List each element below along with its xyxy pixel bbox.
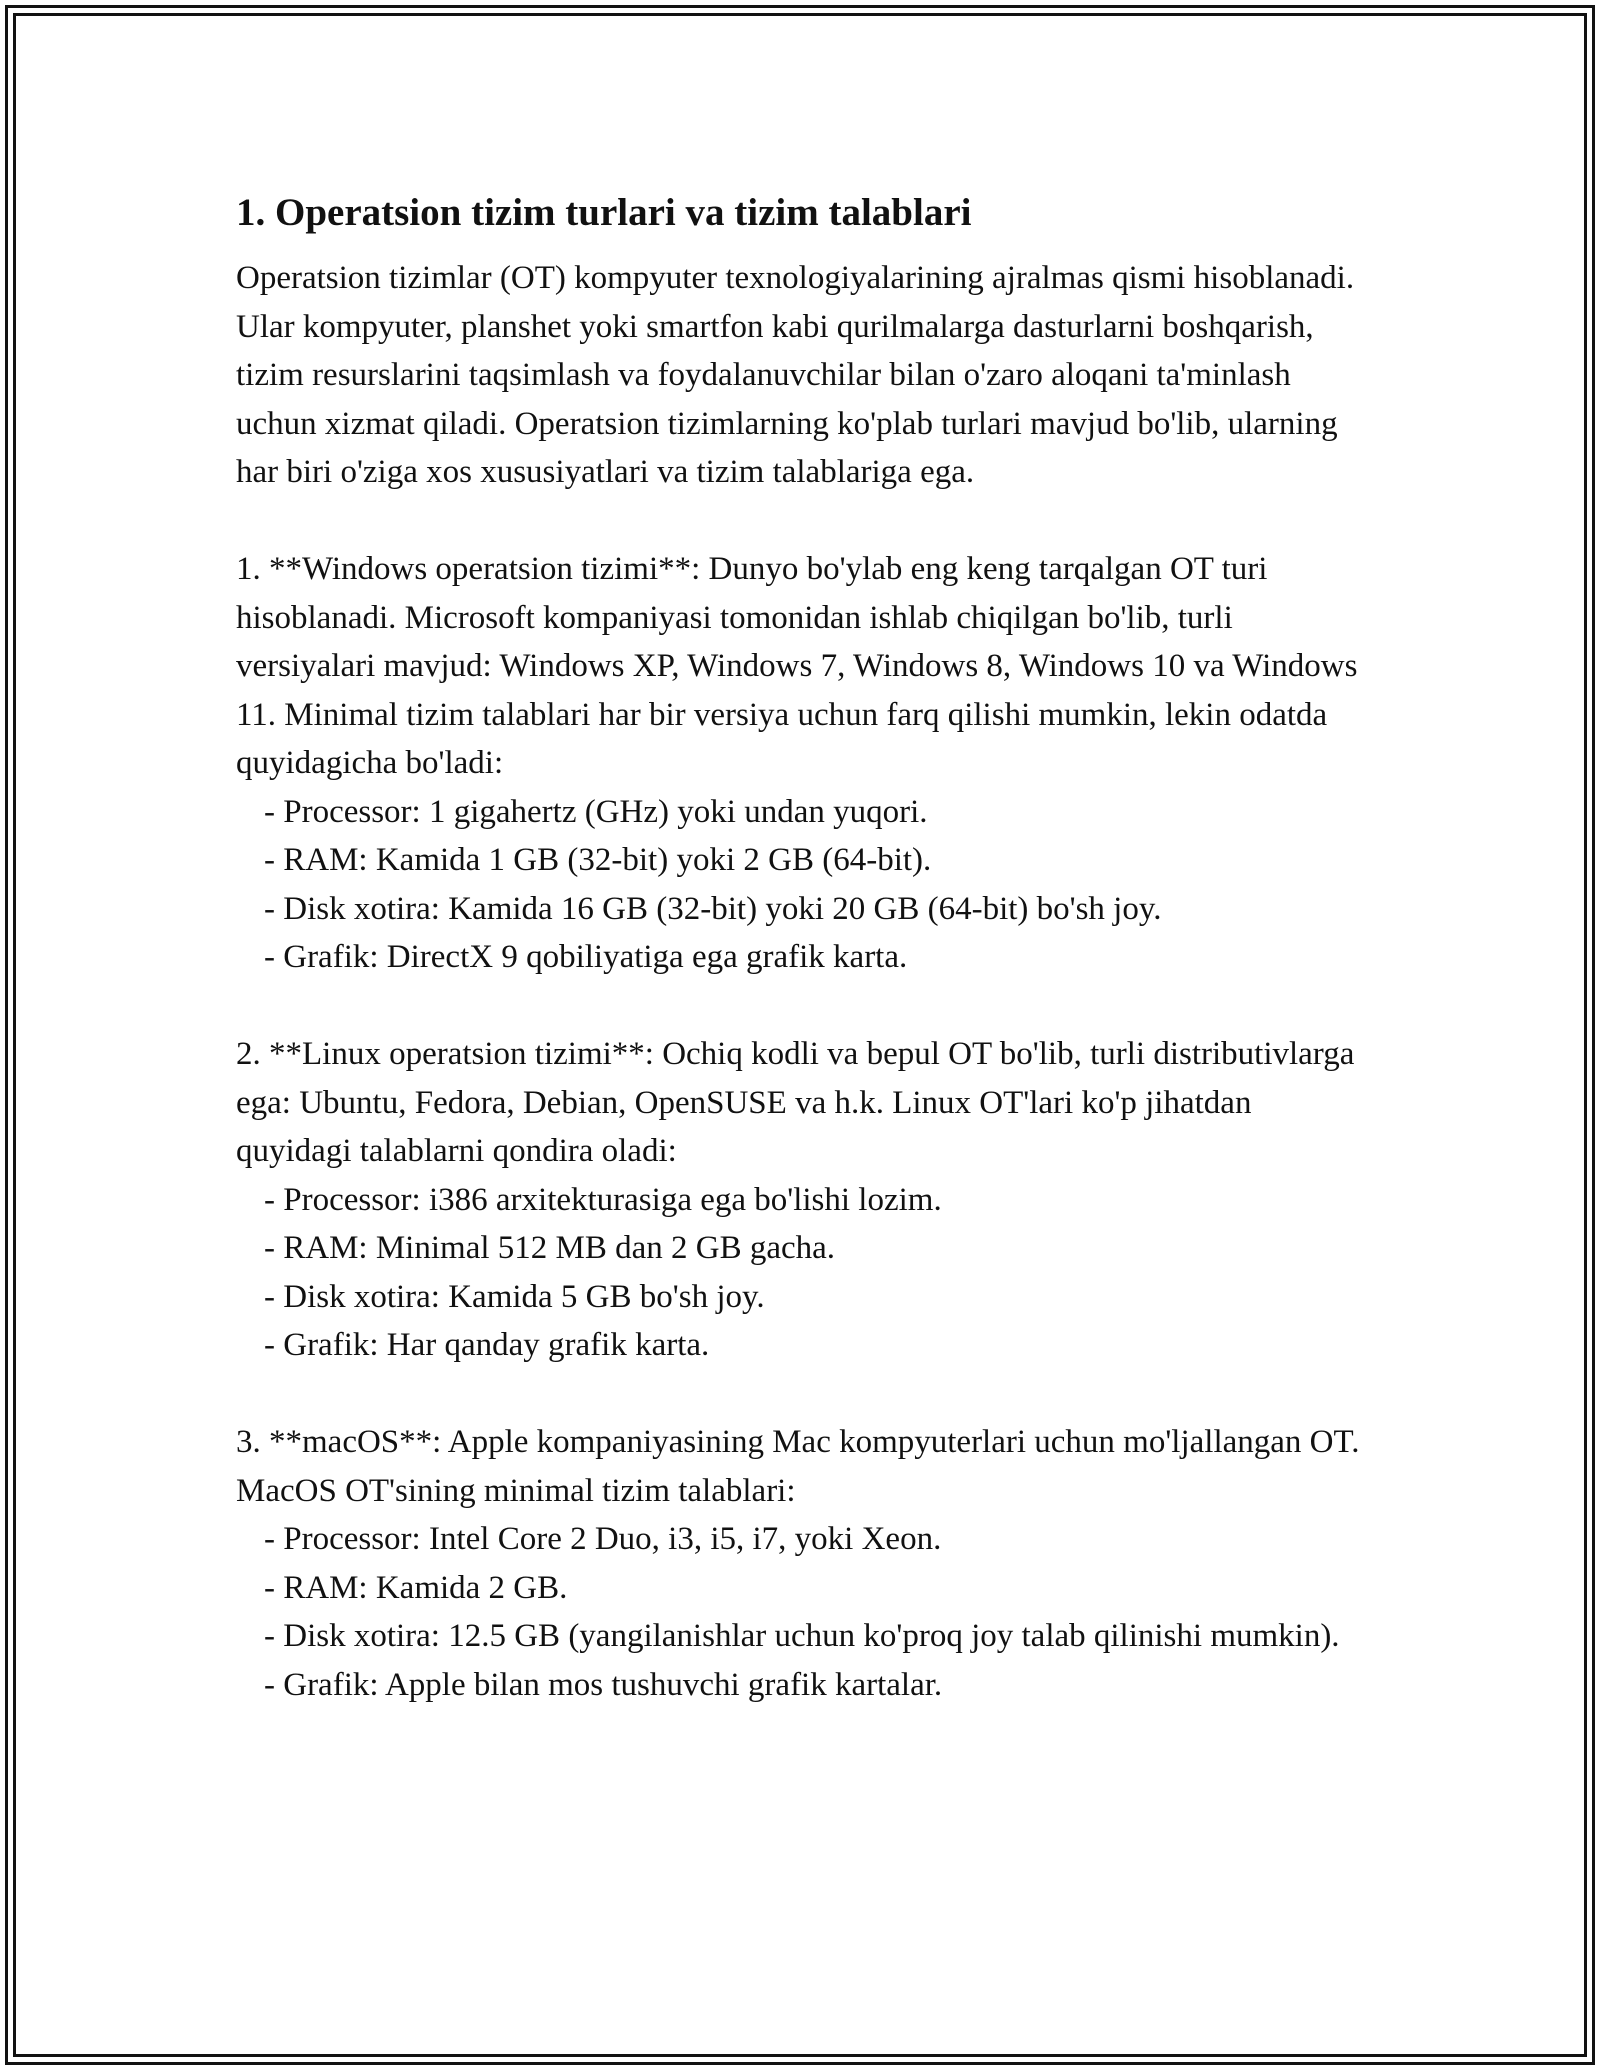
intro-paragraph: Operatsion tizimlar (OT) kompyuter texnologiyalarining ajralmas qismi hisoblanadi. Ular kompyuter, planshet yoki smartfon kabi qurilmalarga dasturlarni boshqarish, tizim resurslarini taqsimlash va foydalanuvchilar bilan o'zaro aloqani ta'minlash uchun xizmat qiladi. Operatsion tizimlarning ko'plab turlari mavjud bo'lib, ularning har biri o'ziga xos xususiyatlari va tizim talablariga ega. xyxy=(236,260,1355,490)
list-item: - Grafik: DirectX 9 qobiliyatiga ega grafik karta. xyxy=(264,939,908,975)
document-body xyxy=(236,188,1366,1709)
list-item: - Processor: Intel Core 2 Duo, i3, i5, i7, yoki Xeon. xyxy=(264,1521,942,1557)
paragraph-spacer xyxy=(236,982,1366,1031)
list-item: - RAM: Kamida 2 GB. xyxy=(264,1569,568,1606)
section-macos xyxy=(236,1418,1366,1709)
list-item: - Processor: 1 gigahertz (GHz) yoki undan yuqori. xyxy=(264,793,928,830)
list-item: - Disk xotira: Kamida 16 GB (32-bit) yoki 20 GB (64-bit) bo'sh joy. xyxy=(264,890,1162,927)
list-item: - RAM: Kamida 1 GB (32-bit) yoki 2 GB (64-bit). xyxy=(264,842,932,878)
list-item: - Grafik: Har qanday grafik karta. xyxy=(264,1327,710,1363)
list-item: - Disk xotira: 12.5 GB (yangilanishlar uchun ko'proq joy talab qilinishi mumkin). xyxy=(264,1618,1340,1654)
list-item: - Grafik: Apple bilan mos tushuvchi grafik kartalar. xyxy=(264,1666,943,1703)
list-item: - RAM: Minimal 512 MB dan 2 GB gacha. xyxy=(264,1230,836,1266)
section-heading-linux: 2. **Linux operatsion tizimi**: Ochiq kodli va bepul OT bo'lib, turli distributivlarga ega: Ubuntu, Fedora, Debian, OpenSUSE va h.k. Linux OT'lari ko'p jihatdan quyidagi talablarni qondira oladi: xyxy=(236,1036,1355,1169)
paragraph-spacer xyxy=(236,1370,1366,1419)
section-heading-macos: 3. **macOS**: Apple kompaniyasining Mac kompyuterlari uchun mo'ljallangan OT. MacOS OT'sining minimal tizim talablari: xyxy=(236,1424,1360,1509)
section-linux xyxy=(236,1030,1366,1370)
list-item: - Processor: i386 arxitekturasiga ega bo'lishi lozim. xyxy=(264,1181,942,1218)
paragraph-spacer xyxy=(236,497,1366,546)
section-heading-windows: 1. **Windows operatsion tizimi**: Dunyo bo'ylab eng keng tarqalgan OT turi hisoblanadi. Microsoft kompaniyasi tomonidan ishlab chiqilgan bo'lib, turli versiyalari mavjud: Windows XP, Windows 7, Windows 8, Windows 10 va Windows 11. Minimal tizim talablari har bir versiya uchun farq qilishi mumkin, lekin odatda quyidagicha bo'ladi: xyxy=(236,551,1358,781)
document-title: 1. Operatsion tizim turlari va tizim talablari xyxy=(236,191,972,234)
section-windows xyxy=(236,545,1366,982)
list-item: - Disk xotira: Kamida 5 GB bo'sh joy. xyxy=(264,1278,765,1315)
